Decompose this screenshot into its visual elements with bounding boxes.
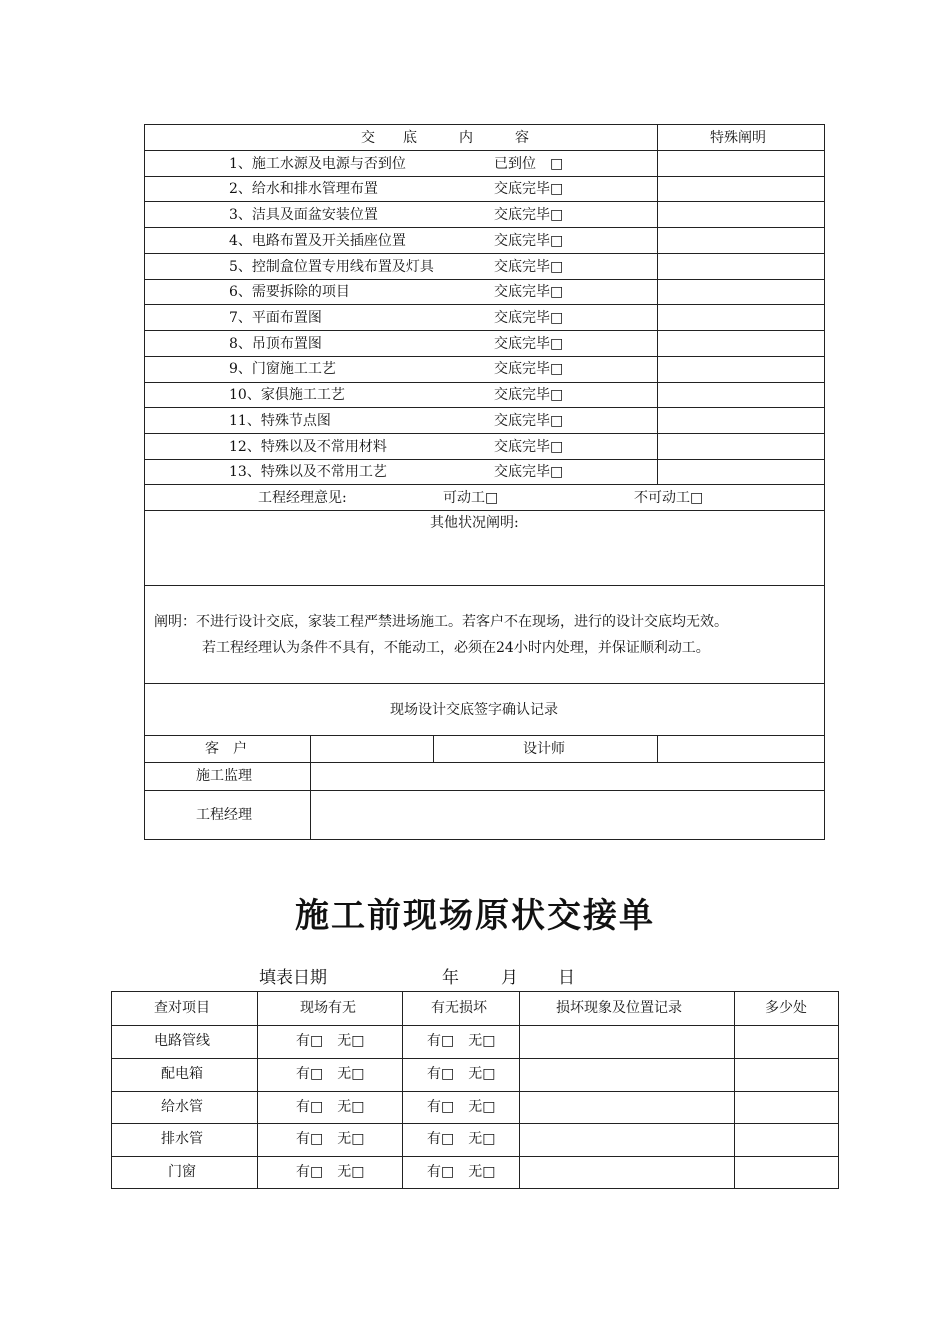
row-damage-checkbox[interactable]: 有□ 无□ bbox=[427, 1099, 496, 1115]
row-exist-checkbox[interactable]: 有□ 无□ bbox=[296, 1033, 365, 1049]
manager-label: 工程经理 bbox=[196, 807, 252, 823]
row-exist-checkbox[interactable]: 有□ 无□ bbox=[296, 1131, 365, 1147]
year-label: 年 bbox=[442, 968, 459, 988]
row-damage-checkbox[interactable]: 有□ 无□ bbox=[427, 1131, 496, 1147]
row-item: 排水管 bbox=[161, 1131, 203, 1147]
item-label: 3、洁具及面盆安装位置 bbox=[229, 207, 378, 223]
row-item: 电路管线 bbox=[154, 1033, 210, 1049]
header-damage: 有无损坏 bbox=[431, 1000, 487, 1016]
cannot-start-checkbox[interactable]: 不可动工□ bbox=[634, 490, 704, 506]
item-status: 交底完毕□ bbox=[494, 181, 564, 197]
item-status: 交底完毕□ bbox=[494, 284, 564, 300]
month-label: 月 bbox=[501, 968, 518, 988]
item-label: 9、门窗施工工艺 bbox=[229, 361, 336, 377]
row-damage-checkbox[interactable]: 有□ 无□ bbox=[427, 1066, 496, 1082]
row-exist-checkbox[interactable]: 有□ 无□ bbox=[296, 1066, 365, 1082]
header-exist: 现场有无 bbox=[300, 1000, 356, 1016]
row-item: 门窗 bbox=[168, 1164, 196, 1180]
item-status: 交底完毕□ bbox=[494, 464, 564, 480]
item-label: 13、特殊以及不常用工艺 bbox=[229, 464, 387, 480]
item-status: 交底完毕□ bbox=[494, 387, 564, 403]
other-status-label: 其他状况阐明: bbox=[430, 515, 519, 531]
item-label: 6、需要拆除的项目 bbox=[229, 284, 350, 300]
sign-record-title: 现场设计交底签字确认记录 bbox=[390, 702, 558, 718]
date-label: 填表日期 bbox=[259, 968, 327, 988]
row-exist-checkbox[interactable]: 有□ 无□ bbox=[296, 1099, 365, 1115]
header-damage-record: 损坏现象及位置记录 bbox=[556, 1000, 682, 1016]
item-label: 1、施工水源及电源与否到位 bbox=[229, 156, 406, 172]
item-status: 交底完毕□ bbox=[494, 207, 564, 223]
row-damage-checkbox[interactable]: 有□ 无□ bbox=[427, 1033, 496, 1049]
item-status: 交底完毕□ bbox=[494, 439, 564, 455]
item-label: 12、特殊以及不常用材料 bbox=[229, 439, 387, 455]
item-label: 10、家俱施工工艺 bbox=[229, 387, 345, 403]
item-label: 4、电路布置及开关插座位置 bbox=[229, 233, 406, 249]
row-item: 给水管 bbox=[161, 1099, 203, 1115]
item-status: 交底完毕□ bbox=[494, 336, 564, 352]
designer-label: 设计师 bbox=[523, 741, 565, 757]
item-status: 交底完毕□ bbox=[494, 233, 564, 249]
item-label: 7、平面布置图 bbox=[229, 310, 322, 326]
row-exist-checkbox[interactable]: 有□ 无□ bbox=[296, 1164, 365, 1180]
header-content: 交 底 内 容 bbox=[361, 130, 529, 146]
day-label: 日 bbox=[558, 968, 575, 988]
item-label: 5、控制盒位置专用线布置及灯具 bbox=[229, 259, 434, 275]
header-special-notes: 特殊阐明 bbox=[710, 130, 766, 146]
item-status: 交底完毕□ bbox=[494, 361, 564, 377]
item-status: 交底完毕□ bbox=[494, 413, 564, 429]
item-label: 2、给水和排水管理布置 bbox=[229, 181, 378, 197]
item-status: 交底完毕□ bbox=[494, 259, 564, 275]
form-title: 施工前现场原状交接单 bbox=[295, 896, 655, 936]
supervisor-label: 施工监理 bbox=[196, 768, 252, 784]
row-item: 配电箱 bbox=[161, 1066, 203, 1082]
item-label: 11、特殊节点图 bbox=[229, 413, 331, 429]
manager-opinion-label: 工程经理意见: bbox=[258, 490, 347, 506]
row-damage-checkbox[interactable]: 有□ 无□ bbox=[427, 1164, 496, 1180]
item-status: 交底完毕□ bbox=[494, 310, 564, 326]
note-line-1: 阐明：不进行设计交底，家装工程严禁进场施工。若客户不在现场，进行的设计交底均无效。 bbox=[154, 614, 728, 630]
customer-label: 客 户 bbox=[205, 741, 247, 757]
header-item: 查对项目 bbox=[154, 1000, 210, 1016]
can-start-checkbox[interactable]: 可动工□ bbox=[443, 490, 499, 506]
header-count: 多少处 bbox=[765, 1000, 807, 1016]
item-status: 已到位 □ bbox=[494, 156, 564, 172]
note-line-2: 若工程经理认为条件不具有，不能动工，必须在24小时内处理，并保证顺利动工。 bbox=[202, 640, 710, 656]
item-label: 8、吊顶布置图 bbox=[229, 336, 322, 352]
